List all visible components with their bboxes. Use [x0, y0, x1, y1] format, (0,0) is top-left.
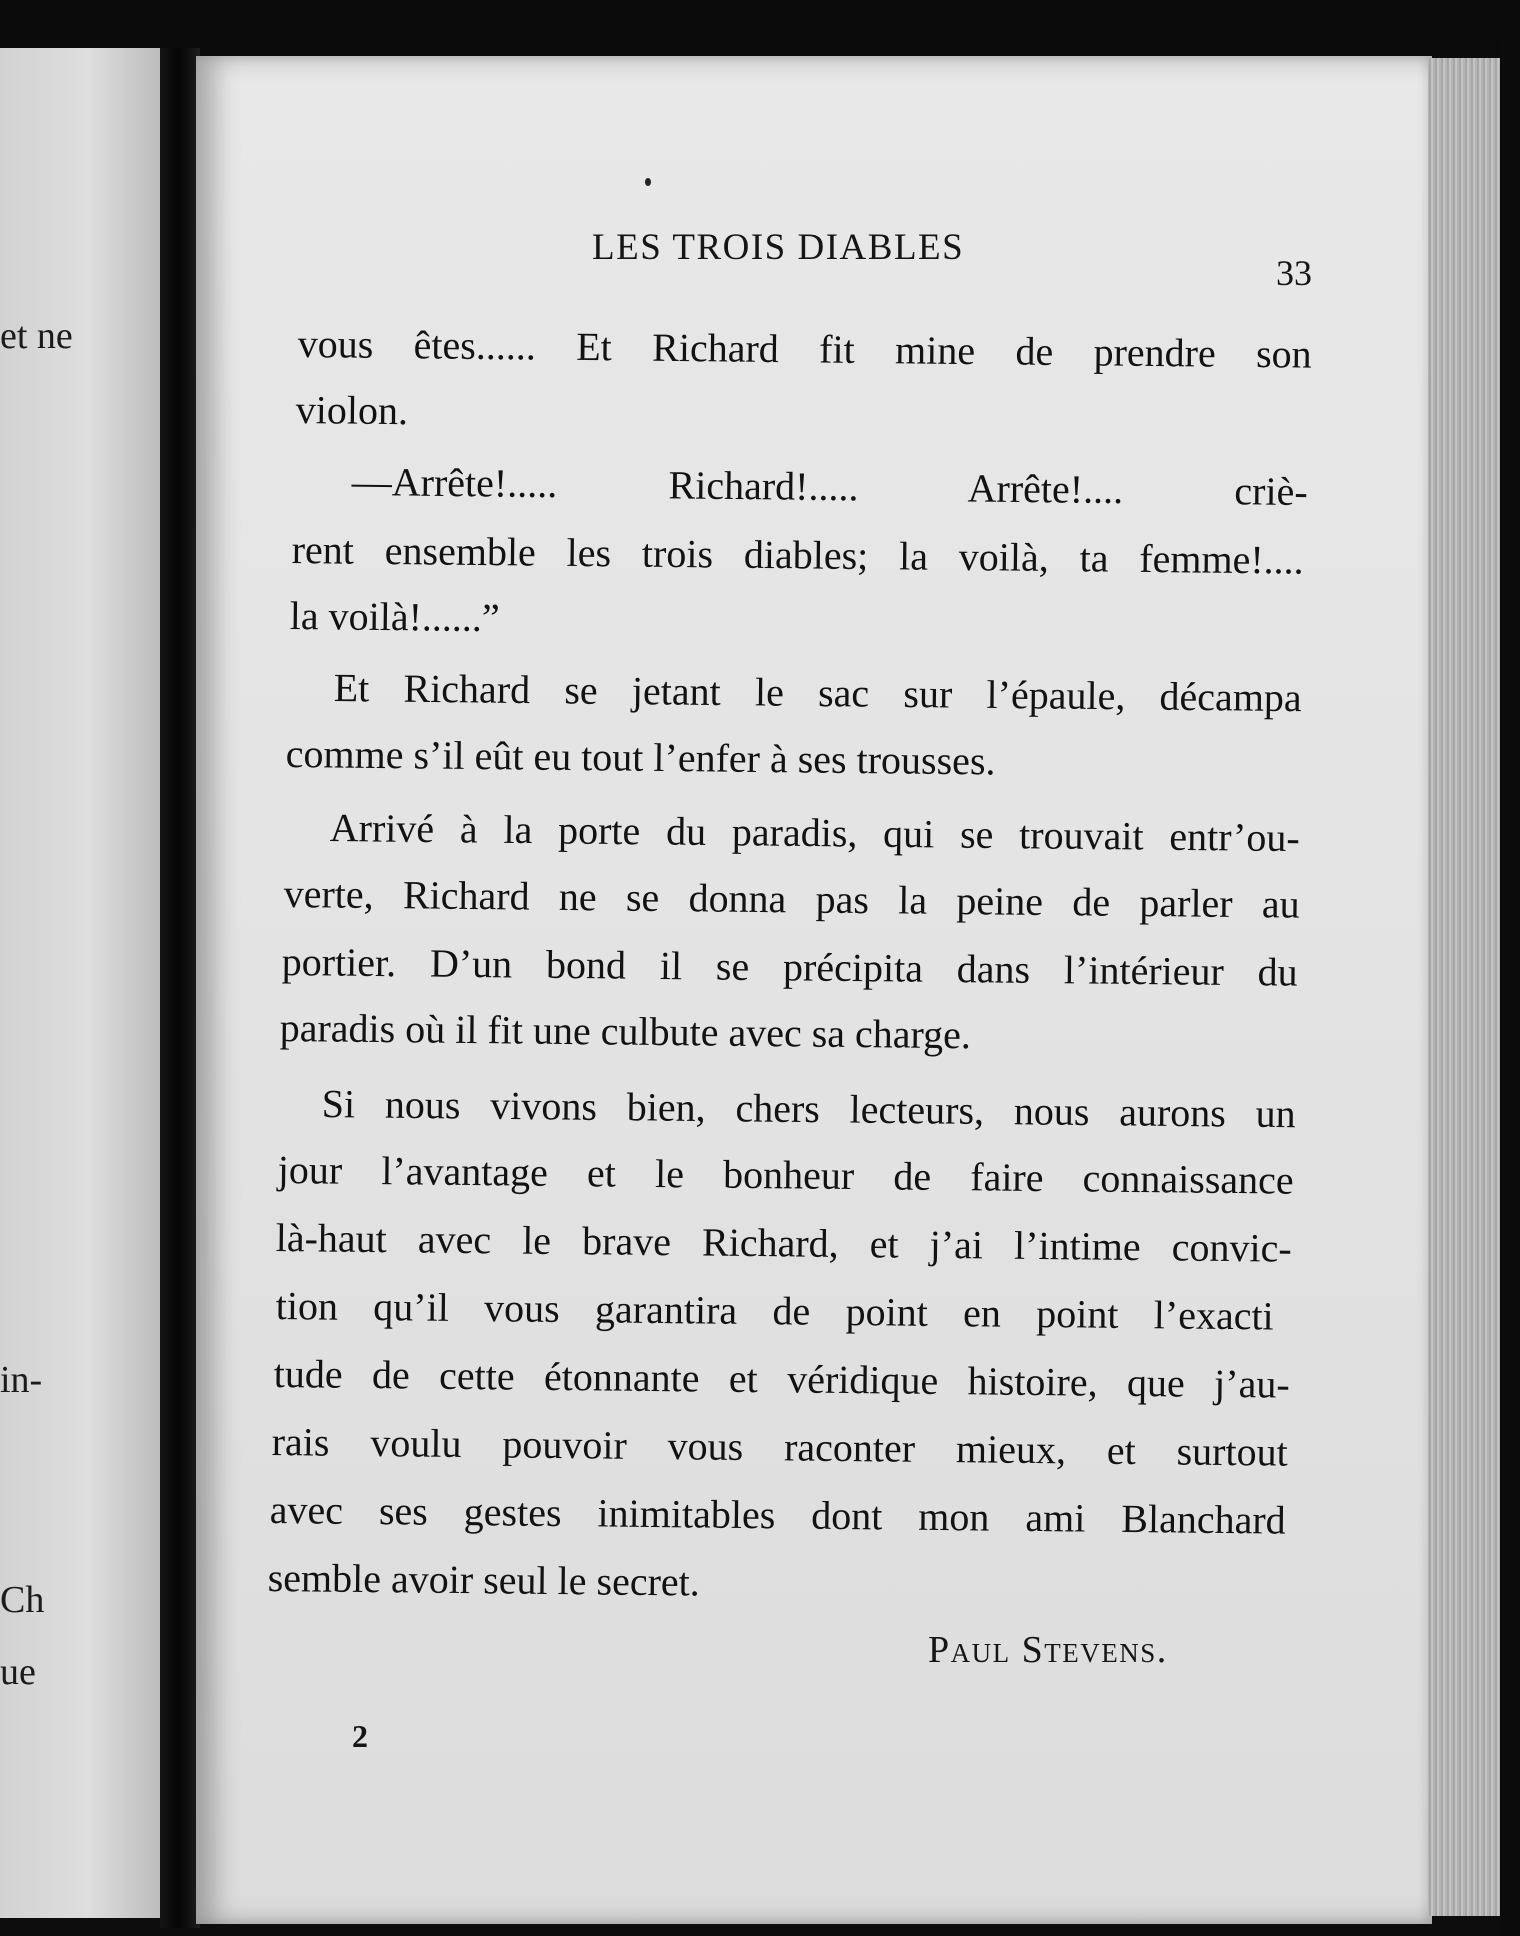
left-fragment: et ne: [0, 315, 73, 357]
body-line: vous êtes...... Et Richard fit mine de prendre son: [297, 320, 1312, 377]
body-line: tion qu’il vous garantira de point en point l’exacti: [275, 1283, 1274, 1339]
running-title: LES TROIS DIABLES: [592, 227, 965, 268]
left-fragment: Ch: [0, 1579, 45, 1621]
body-line: Si nous vivons bien, chers lecteurs, nous aurons un: [321, 1081, 1296, 1137]
body-line: là-haut avec le brave Richard, et j’ai l’intime convic-: [275, 1215, 1292, 1271]
body-line: la voilà!......”: [289, 592, 500, 641]
body-line: tude de cette étonnante et véridique histoire, que j’au-: [273, 1351, 1290, 1407]
signature-mark: 2: [352, 1718, 368, 1754]
author-signature: Paul Stevens.: [928, 1629, 1168, 1671]
body-line: paradis où il fit une culbute avec sa charge.: [279, 1004, 972, 1058]
body-line: verte, Richard ne se donna pas la peine de parler au: [283, 870, 1300, 927]
body-line: Arrivé à la porte du paradis, qui se trouvait entr’ou-: [329, 804, 1300, 861]
body-line: semble avoir seul le secret.: [267, 1555, 701, 1605]
body-line: Et Richard se jetant le sac sur l’épaule, décampa: [333, 664, 1302, 721]
body-line: comme s’il eût eu tout l’enfer à ses trousses.: [285, 730, 996, 784]
left-fragment: in-: [0, 1359, 43, 1401]
body-line: portier. D’un bond il se précipita dans l’intérieur du: [281, 938, 1298, 995]
page-number: 33: [1276, 253, 1312, 293]
left-fragment: ue: [0, 1651, 36, 1693]
body-line: jour l’avantage et le bonheur de faire connaissance: [277, 1147, 1294, 1203]
body-line: rais voulu pouvoir vous raconter mieux, et surtout: [271, 1419, 1288, 1475]
body-line: rent ensemble les trois diables; la voilà, ta femme!....: [291, 526, 1304, 583]
body-line: —Arrête!..... Richard!..... Arrête!.... criè-: [351, 458, 1308, 515]
body-line: violon.: [295, 386, 409, 434]
body-line: avec ses gestes inimitables dont mon ami Blanchard: [269, 1487, 1286, 1543]
